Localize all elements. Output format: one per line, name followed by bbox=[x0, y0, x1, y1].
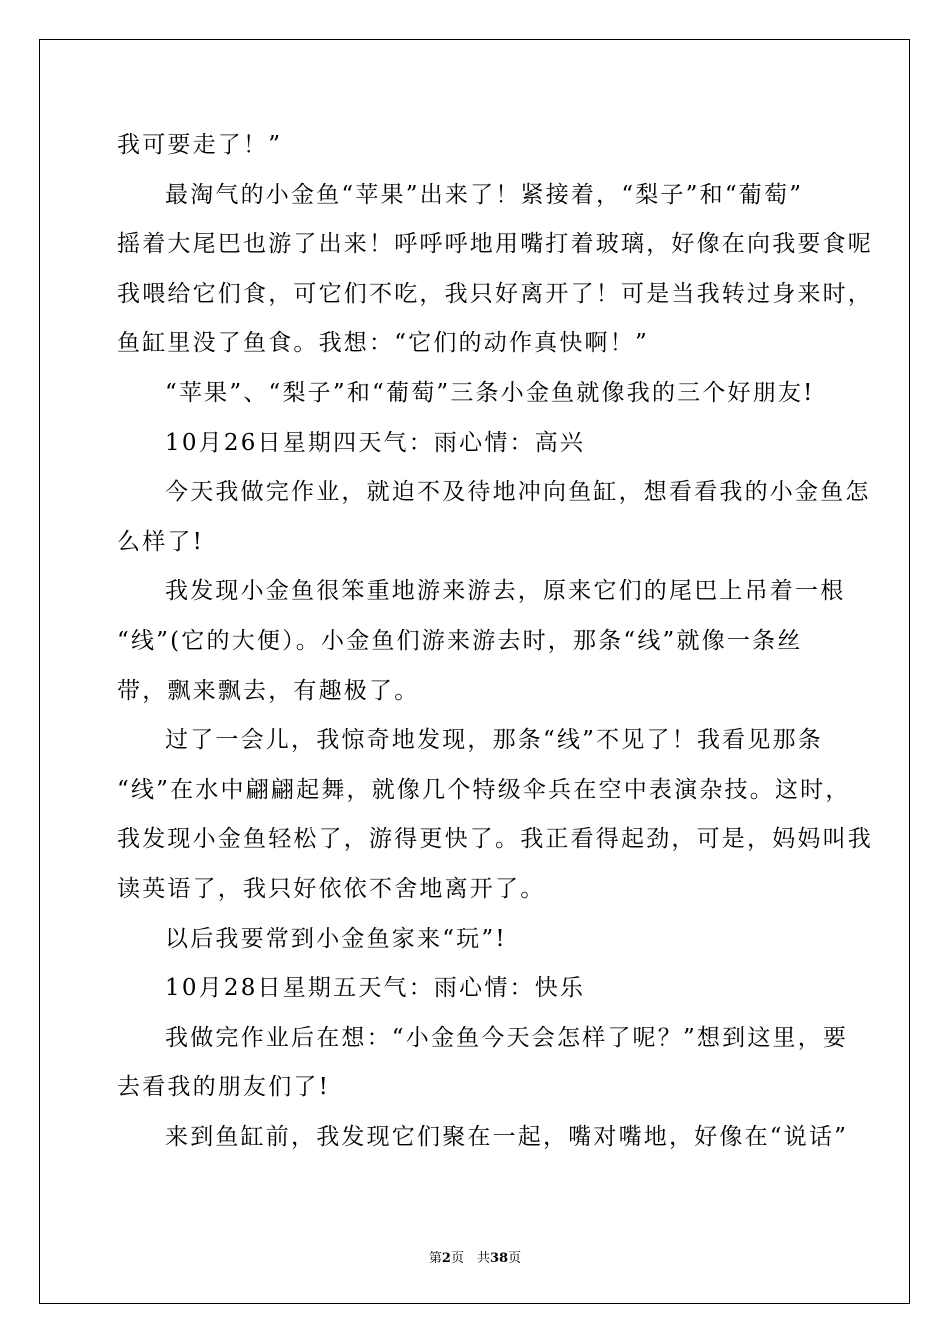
text-line: 今天我做完作业，就迫不及待地冲向鱼缸，想看看我的小金鱼怎 bbox=[165, 479, 871, 506]
text-line: 么样了! bbox=[117, 528, 205, 555]
text-line: “线”在水中翩翩起舞，就像几个特级伞兵在空中表演杂技。这时， bbox=[117, 776, 851, 803]
text-line: 我喂给它们食，可它们不吃，我只好离开了！可是当我转过身来时， bbox=[117, 280, 873, 307]
text-line: 以后我要常到小金鱼家来“玩”! bbox=[165, 925, 507, 952]
footer-suffix: 页 bbox=[508, 1251, 522, 1266]
text-line: 我做完作业后在想：“小金鱼今天会怎样了呢？”想到这里，要 bbox=[165, 1024, 849, 1051]
page-footer bbox=[0, 1247, 950, 1266]
text-line: 读英语了，我只好依依不舍地离开了。 bbox=[117, 875, 546, 902]
text-line: 去看我的朋友们了! bbox=[117, 1074, 331, 1101]
text-line: 最淘气的小金鱼“苹果”出来了！紧接着，“梨子”和“葡萄” bbox=[165, 181, 804, 208]
text-line: “苹果”、“梨子”和“葡萄”三条小金鱼就像我的三个好朋友! bbox=[165, 379, 815, 406]
text-line: 过了一会儿，我惊奇地发现，那条“线”不见了！我看见那条 bbox=[165, 727, 823, 754]
text-line: 来到鱼缸前，我发现它们聚在一起，嘴对嘴地，好像在“说话” bbox=[165, 1123, 849, 1150]
text-line: 我可要走了！” bbox=[117, 132, 283, 158]
text-line: 10月26日星期四天气：雨心情：高兴 bbox=[165, 429, 586, 456]
text-line: 10月28日星期五天气：雨心情：快乐 bbox=[165, 975, 586, 1002]
text-line: 带，飘来飘去，有趣极了。 bbox=[117, 677, 420, 704]
text-line: “线”(它的大便）。小金鱼们游来游去时，那条“线”就像一条丝 bbox=[117, 627, 803, 654]
text-line: 我发现小金鱼轻松了，游得更快了。我正看得起劲，可是，妈妈叫我 bbox=[117, 826, 873, 853]
footer-page-number: 2 bbox=[441, 1251, 451, 1266]
text-line: 摇着大尾巴也游了出来！呼呼呼地用嘴打着玻璃，好像在向我要食呢 bbox=[117, 231, 873, 258]
text-line: 我发现小金鱼很笨重地游来游去，原来它们的尾巴上吊着一根 bbox=[165, 578, 846, 605]
footer-total-pages: 38 bbox=[489, 1251, 509, 1266]
document-body bbox=[117, 127, 873, 1168]
footer-middle: 页 共 bbox=[450, 1251, 490, 1266]
text-line: 鱼缸里没了鱼食。我想：“它们的动作真快啊！” bbox=[117, 330, 649, 357]
footer-prefix: 第 bbox=[428, 1251, 442, 1266]
